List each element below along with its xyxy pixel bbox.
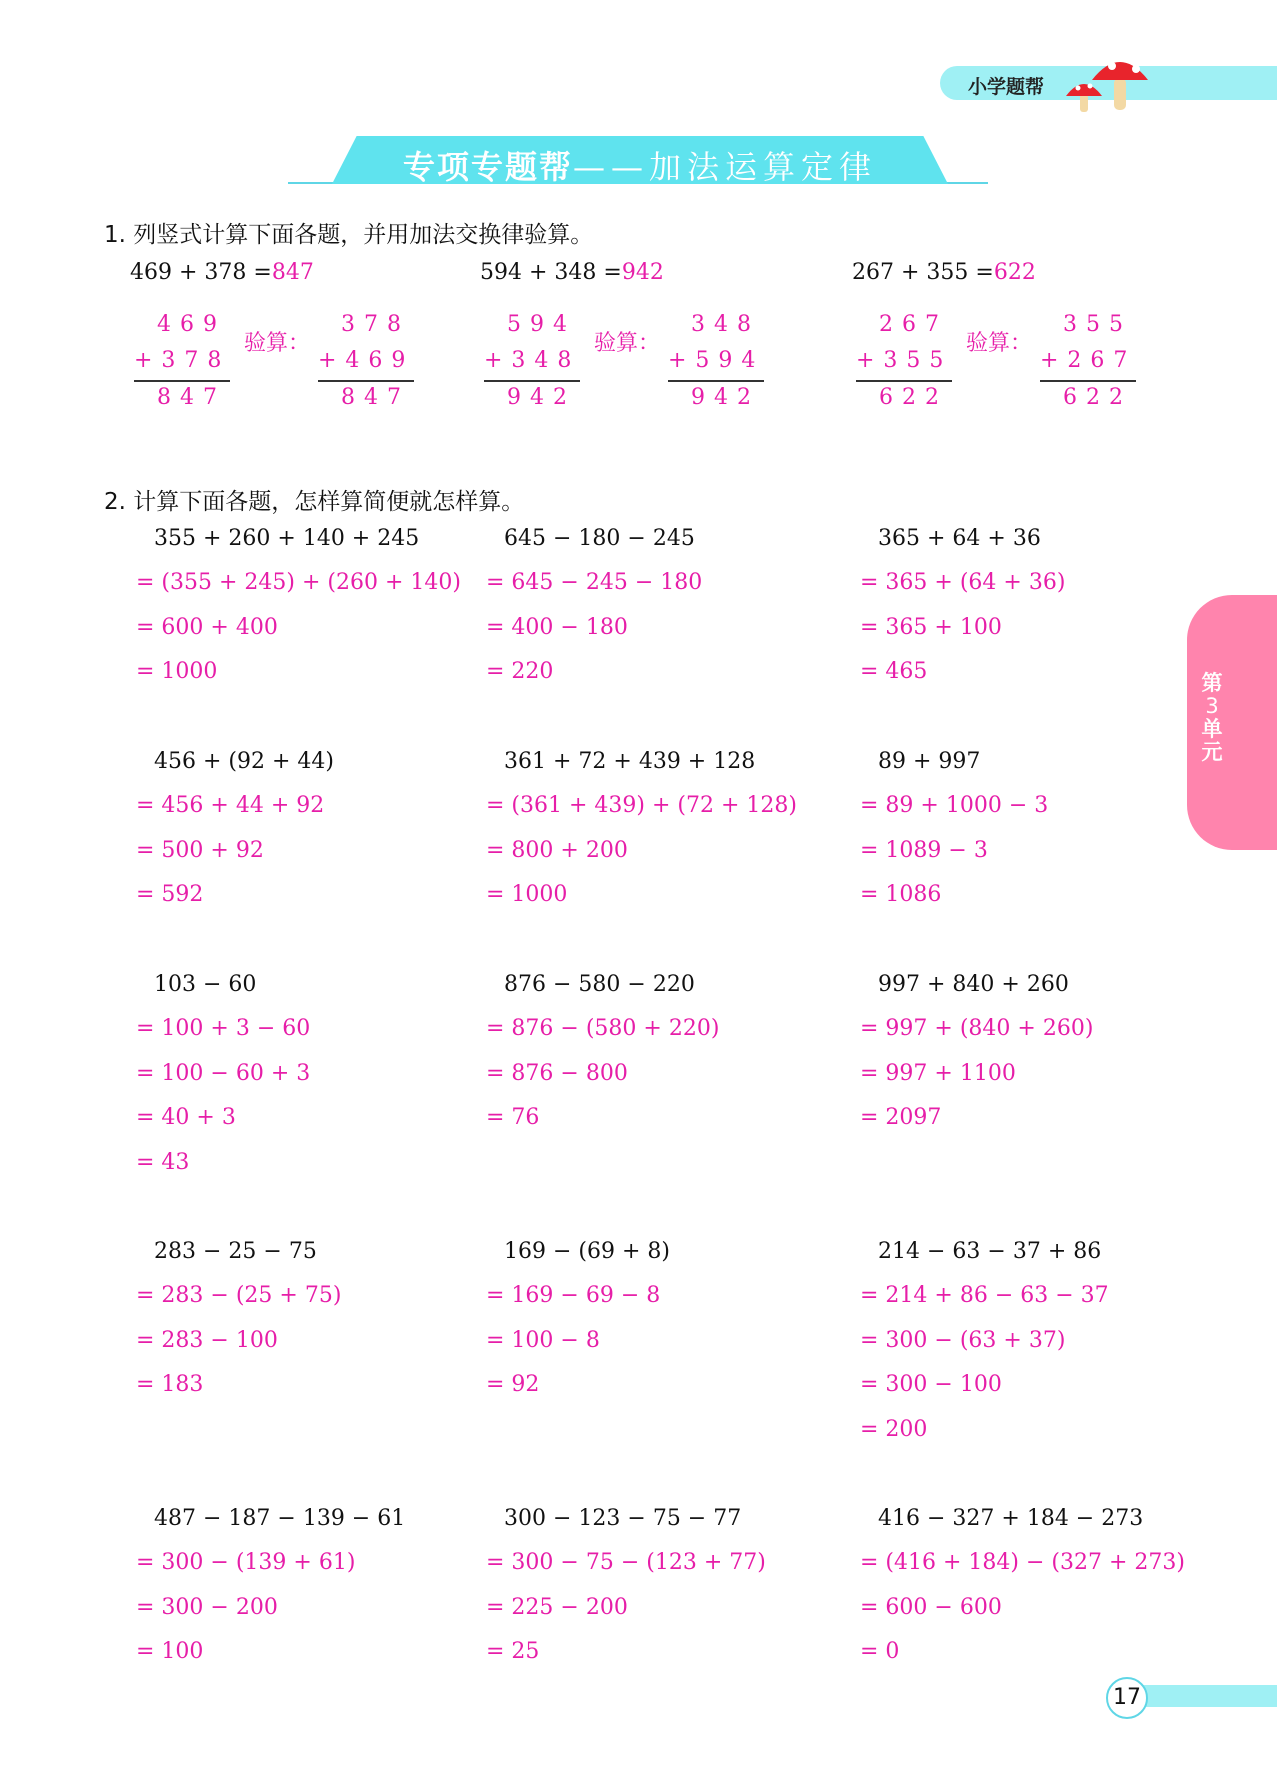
solution-step: = 43 — [136, 1150, 190, 1175]
solution-step: = 283 − (25 + 75) — [136, 1283, 342, 1308]
check-result: 942 — [691, 385, 760, 410]
vertical-top: 469 — [157, 312, 226, 337]
title-main: 专项专题帮 — [402, 148, 573, 186]
solution-step: = 169 − 69 − 8 — [486, 1283, 661, 1308]
solution-step: = 645 − 245 − 180 — [486, 570, 703, 595]
solution-step: = 592 — [136, 882, 204, 907]
solution-step: = 283 − 100 — [136, 1328, 278, 1353]
check-top: 355 — [1063, 312, 1132, 337]
check-addend: +267 — [1040, 348, 1137, 373]
solution-step: = 200 — [860, 1417, 928, 1442]
page-title — [332, 142, 948, 188]
q1-expression — [852, 260, 1036, 285]
q1-expression — [480, 260, 664, 285]
solution-step: = 365 + 100 — [860, 615, 1002, 640]
solution-step: = 100 — [136, 1639, 204, 1664]
solution-step: = 997 + 1100 — [860, 1061, 1016, 1086]
title-sub: ——加法运算定律 — [573, 148, 878, 186]
problem-expression: 487 − 187 − 139 − 61 — [154, 1506, 406, 1531]
solution-step: = (361 + 439) + (72 + 128) — [486, 793, 797, 818]
solution-step: = 300 − 75 − (123 + 77) — [486, 1550, 766, 1575]
solution-step: = 300 − (139 + 61) — [136, 1550, 356, 1575]
check-line — [318, 380, 414, 382]
solution-step: = 1000 — [136, 659, 218, 684]
check-result: 622 — [1063, 385, 1132, 410]
problem-expression: 645 − 180 − 245 — [504, 526, 695, 551]
problem-expression: 283 − 25 − 75 — [154, 1239, 317, 1264]
check-top: 348 — [691, 312, 760, 337]
check-addend: +594 — [668, 348, 765, 373]
solution-step: = 92 — [486, 1372, 540, 1397]
q1-expr-text: 594 + 348 = — [480, 260, 622, 285]
check-top: 378 — [341, 312, 410, 337]
problem-expression: 997 + 840 + 260 — [878, 972, 1069, 997]
problem-expression: 365 + 64 + 36 — [878, 526, 1041, 551]
solution-step: = 456 + 44 + 92 — [136, 793, 325, 818]
check-line — [1040, 380, 1136, 382]
problem-expression: 89 + 997 — [878, 749, 981, 774]
solution-step: = 997 + (840 + 260) — [860, 1016, 1094, 1041]
solution-step: = 876 − 800 — [486, 1061, 628, 1086]
solution-step: = 1089 − 3 — [860, 838, 988, 863]
check-result: 847 — [341, 385, 410, 410]
solution-step: = 876 − (580 + 220) — [486, 1016, 720, 1041]
solution-step: = 100 − 60 + 3 — [136, 1061, 311, 1086]
solution-step: = 400 − 180 — [486, 615, 628, 640]
solution-step: = 600 + 400 — [136, 615, 278, 640]
unit-tab-label — [1192, 672, 1232, 764]
page-number-bar — [1130, 1685, 1277, 1707]
check-label: 验算： — [594, 331, 661, 356]
solution-step: = 100 − 8 — [486, 1328, 600, 1353]
check-label: 验算： — [966, 331, 1033, 356]
problem-expression: 103 − 60 — [154, 972, 257, 997]
solution-step: = 300 − 100 — [860, 1372, 1002, 1397]
vertical-top: 267 — [879, 312, 948, 337]
vertical-addend: +348 — [484, 348, 581, 373]
problem-expression: 300 − 123 − 75 − 77 — [504, 1506, 742, 1531]
solution-step: = 800 + 200 — [486, 838, 628, 863]
vertical-result: 942 — [507, 385, 576, 410]
q1-expression — [130, 260, 314, 285]
solution-step: = 100 + 3 − 60 — [136, 1016, 311, 1041]
vertical-line — [856, 380, 952, 382]
solution-step: = 89 + 1000 − 3 — [860, 793, 1049, 818]
solution-step: = 25 — [486, 1639, 540, 1664]
solution-step: = 365 + (64 + 36) — [860, 570, 1066, 595]
problem-expression: 355 + 260 + 140 + 245 — [154, 526, 420, 551]
vertical-top: 594 — [507, 312, 576, 337]
solution-step: = 300 − (63 + 37) — [860, 1328, 1066, 1353]
solution-step: = 465 — [860, 659, 928, 684]
question-1: 1. 列竖式计算下面各题，并用加法交换律验算。 — [104, 222, 594, 248]
solution-step: = 183 — [136, 1372, 204, 1397]
vertical-line — [484, 380, 580, 382]
check-label: 验算： — [244, 331, 311, 356]
q1-expr-answer: 622 — [993, 260, 1036, 285]
unit-tab-line: 单 — [1201, 717, 1223, 741]
q1-expr-answer: 942 — [621, 260, 664, 285]
brand-text: 小学题帮 — [968, 76, 1045, 98]
problem-expression: 169 − (69 + 8) — [504, 1239, 670, 1264]
solution-step: = 300 − 200 — [136, 1595, 278, 1620]
vertical-result: 622 — [879, 385, 948, 410]
solution-step: = 1086 — [860, 882, 942, 907]
check-addend: +469 — [318, 348, 415, 373]
solution-step: = 500 + 92 — [136, 838, 264, 863]
solution-step: = 214 + 86 − 63 − 37 — [860, 1283, 1109, 1308]
unit-tab-line: 第 — [1201, 671, 1223, 695]
question-2: 2. 计算下面各题，怎样算简便就怎样算。 — [104, 489, 525, 515]
solution-step: = (416 + 184) − (327 + 273) — [860, 1550, 1185, 1575]
solution-step: = 40 + 3 — [136, 1105, 236, 1130]
problem-expression: 876 − 580 − 220 — [504, 972, 695, 997]
solution-step: = 2097 — [860, 1105, 942, 1130]
solution-step: = 76 — [486, 1105, 540, 1130]
vertical-addend: +378 — [134, 348, 231, 373]
solution-step: = 225 − 200 — [486, 1595, 628, 1620]
solution-step: = 600 − 600 — [860, 1595, 1002, 1620]
solution-step: = (355 + 245) + (260 + 140) — [136, 570, 461, 595]
problem-expression: 416 − 327 + 184 − 273 — [878, 1506, 1144, 1531]
problem-expression: 456 + (92 + 44) — [154, 749, 334, 774]
solution-step: = 1000 — [486, 882, 568, 907]
mushroom-icon — [1062, 44, 1152, 116]
vertical-line — [134, 380, 230, 382]
unit-tab-line: 3 — [1205, 694, 1219, 718]
vertical-result: 847 — [157, 385, 226, 410]
unit-tab-line: 元 — [1201, 740, 1223, 764]
q1-expr-text: 267 + 355 = — [852, 260, 994, 285]
vertical-addend: +355 — [856, 348, 953, 373]
problem-expression: 214 − 63 − 37 + 86 — [878, 1239, 1102, 1264]
problem-expression: 361 + 72 + 439 + 128 — [504, 749, 756, 774]
q1-expr-answer: 847 — [271, 260, 314, 285]
solution-step: = 0 — [860, 1639, 900, 1664]
q1-expr-text: 469 + 378 = — [130, 260, 272, 285]
page-number: 17 — [1106, 1677, 1148, 1719]
solution-step: = 220 — [486, 659, 554, 684]
check-line — [668, 380, 764, 382]
